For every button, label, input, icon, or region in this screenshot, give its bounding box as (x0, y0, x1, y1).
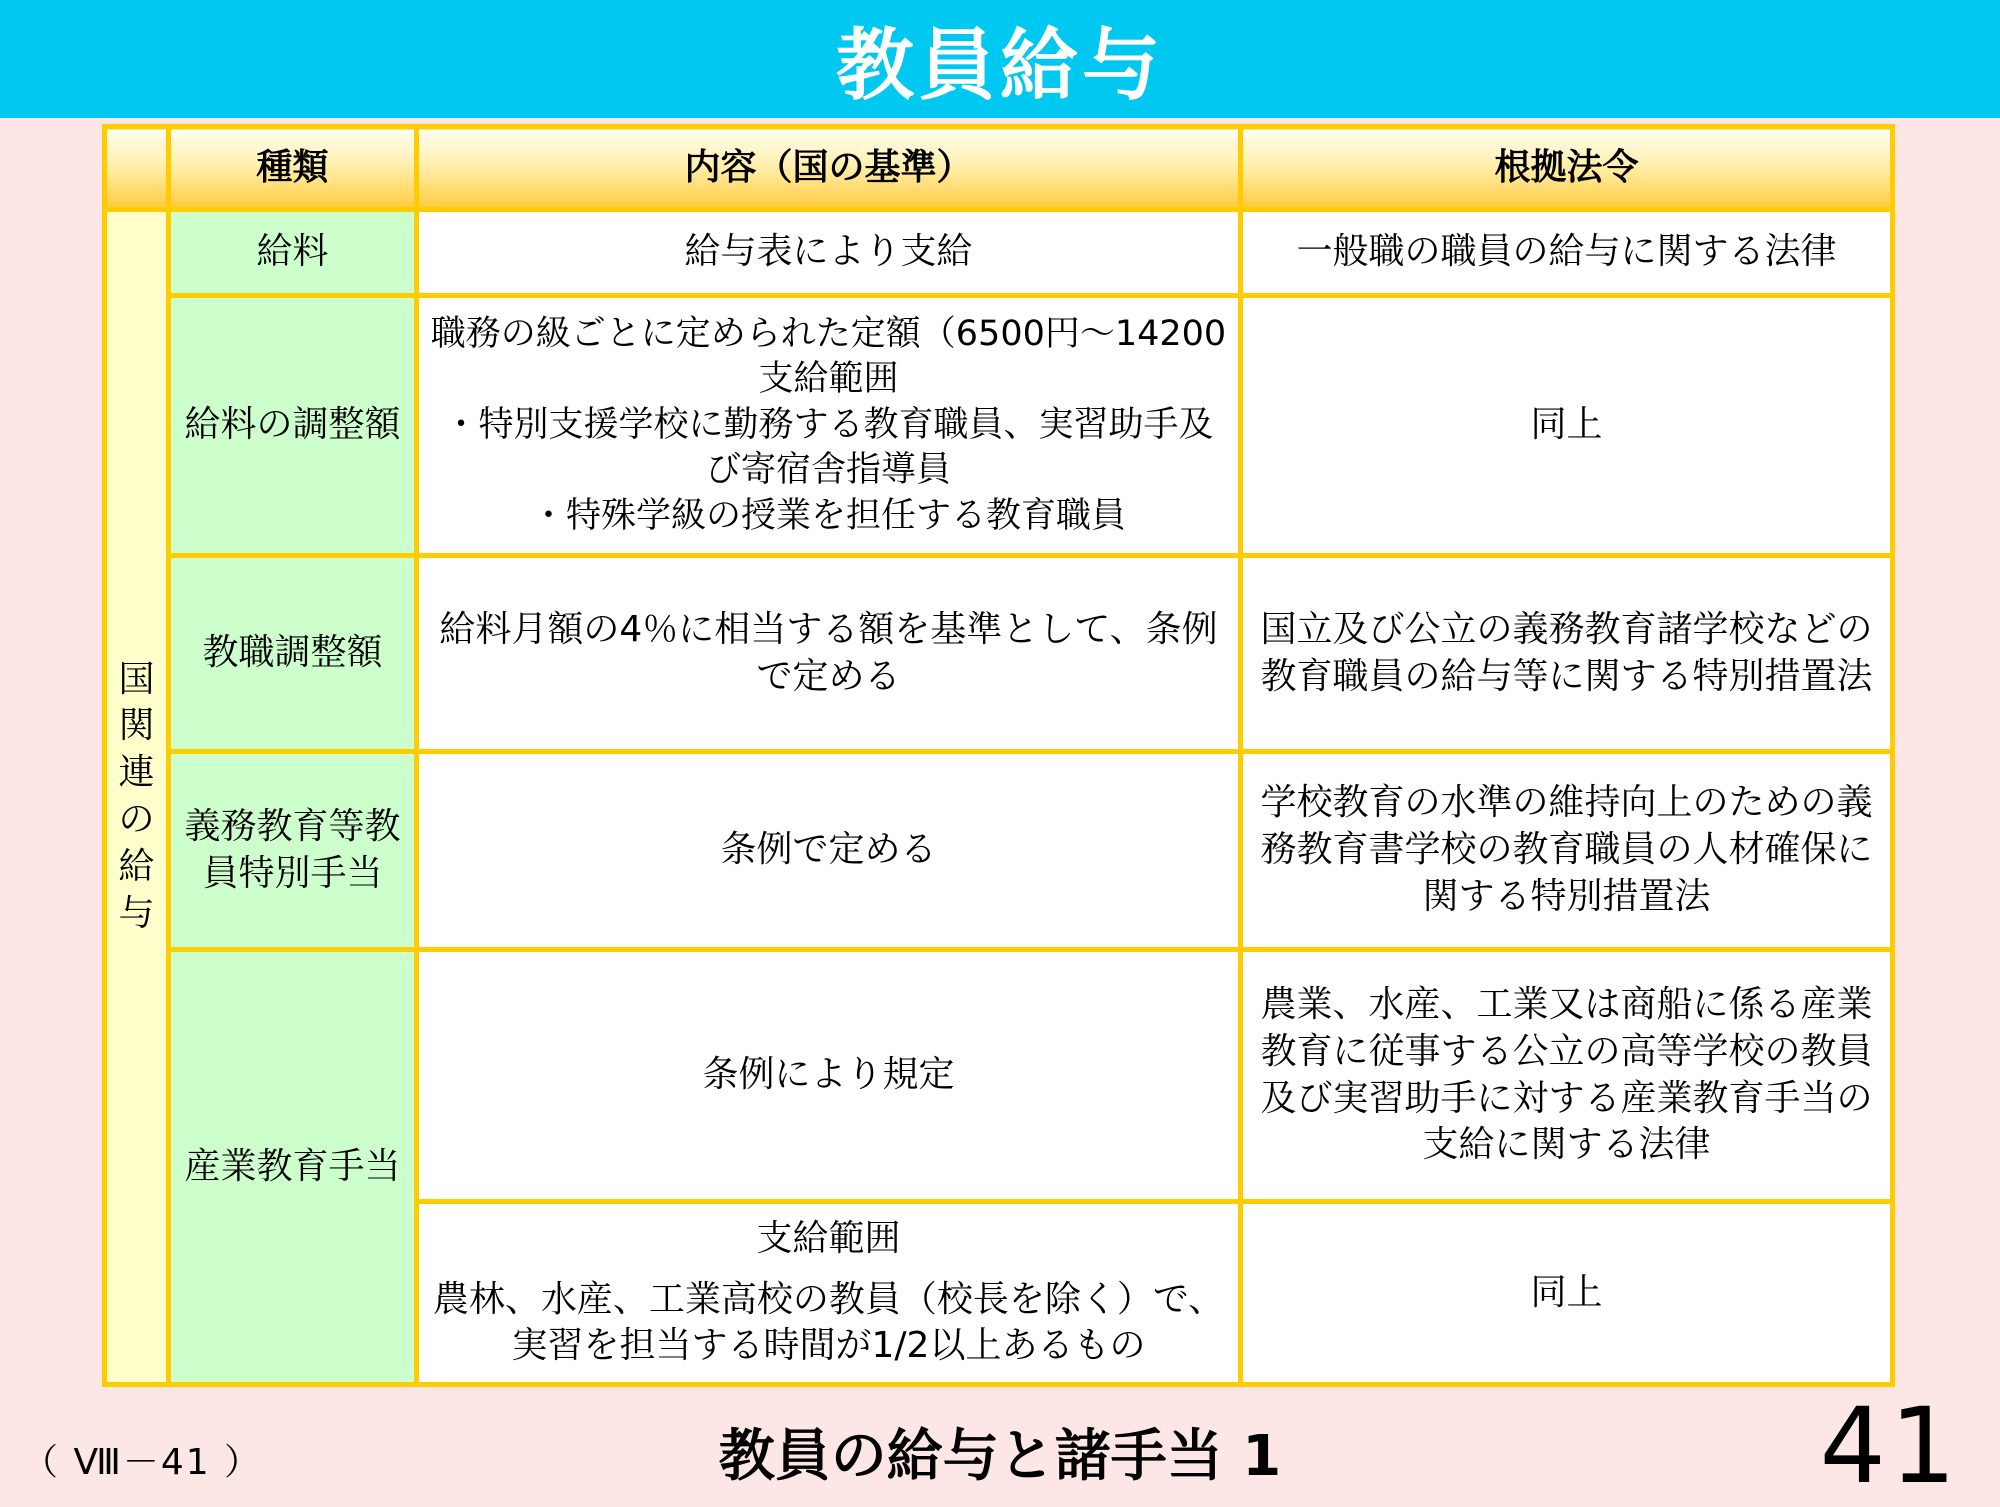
type-cell: 義務教育等教員特別手当 (169, 752, 417, 950)
side-label: 国関連の給与 (118, 658, 155, 934)
header-corner (105, 127, 169, 210)
content-cell (417, 1202, 1241, 1385)
title-bar (0, 0, 2000, 118)
law-cell: 学校教育の水準の維持向上のための義務教育書学校の教育職員の人材確保に関する特別措置法 (1241, 752, 1893, 950)
table-row (105, 950, 1893, 1202)
salary-table (102, 124, 1895, 1387)
law-cell: 農業、水産、工業又は商船に係る産業教育に従事する公立の高等学校の教員及び実習助手に対する産業教育手当の支給に関する法律 (1241, 950, 1893, 1202)
content-line: 農林、水産、工業高校の教員（校長を除く）で、実習を担当する時間が1/2以上あるもの (432, 1278, 1225, 1367)
side-label-cell (105, 210, 169, 1385)
header-content: 内容（国の基準） (417, 127, 1241, 210)
law-cell: 同上 (1241, 1202, 1893, 1385)
type-cell: 給料 (169, 210, 417, 296)
content-line: ・特殊学級の授業を担任する教育職員 (530, 495, 1126, 536)
slide-code: （ Ⅷ－41 ） (22, 1442, 263, 1483)
content-line: 職務の級ごとに定められた定額（6500円～14200 (430, 313, 1227, 354)
content-line: 条例で定める (720, 829, 937, 871)
law-cell: 国立及び公立の義務教育諸学校などの教育職員の給与等に関する特別措置法 (1241, 556, 1893, 752)
page-number: 41 (1819, 1385, 1960, 1507)
header-type: 種類 (169, 127, 417, 210)
type-cell: 教職調整額 (169, 556, 417, 752)
table-row (105, 556, 1893, 752)
law-cell: 一般職の職員の給与に関する法律 (1241, 210, 1893, 296)
content-line: 給料月額の4％に相当する額を基準として、条例で定める (439, 608, 1218, 697)
content-line: 条例により規定 (702, 1054, 955, 1096)
table-row (105, 296, 1893, 556)
content-cell (417, 950, 1241, 1202)
content-cell (417, 296, 1241, 556)
content-line: 給与表により支給 (684, 231, 973, 273)
header-row (105, 127, 1893, 210)
content-line: 支給範囲 (758, 359, 899, 400)
content-line: 支給範囲 (756, 1217, 901, 1259)
header-law: 根拠法令 (1241, 127, 1893, 210)
content-cell (417, 210, 1241, 296)
law-cell: 同上 (1241, 296, 1893, 556)
type-cell: 給料の調整額 (169, 296, 417, 556)
table-row (105, 752, 1893, 950)
content-cell (417, 752, 1241, 950)
page-title: 教員給与 (835, 21, 1164, 111)
footer-title: 教員の給与と諸手当 1 (718, 1424, 1282, 1489)
content-line: ・特別支援学校に勤務する教育職員、実習助手及び寄宿舎指導員 (443, 404, 1214, 491)
type-cell: 産業教育手当 (169, 950, 417, 1385)
content-cell (417, 556, 1241, 752)
table-row (105, 210, 1893, 296)
